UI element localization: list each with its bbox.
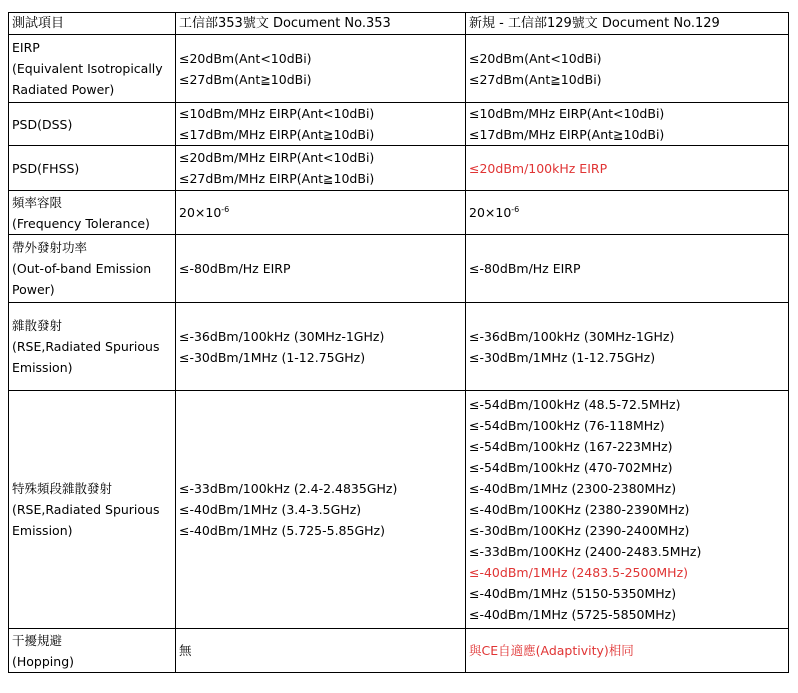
table-row-eirp — [9, 35, 789, 103]
item-line: (RSE,Radiated Spurious — [12, 502, 160, 517]
row-item — [9, 146, 176, 191]
value-line: ≤27dBm(Ant≧10dBi) — [179, 71, 312, 87]
table-row-spurious-emission — [9, 303, 789, 391]
value-line: 無 — [179, 643, 192, 658]
comparison-table-wrapper — [8, 12, 789, 673]
value-base: 20×10 — [179, 205, 222, 220]
row-item — [9, 391, 176, 629]
row-new-value — [466, 391, 789, 629]
row-item — [9, 303, 176, 391]
row-new-value — [466, 629, 789, 673]
item-line: (Equivalent Isotropically — [12, 61, 163, 76]
header-new-document: 新規 - 工信部129號文 Document No.129 — [466, 13, 789, 35]
header-item: 測試項目 — [9, 13, 176, 35]
value-line: ≤-36dBm/100kHz (30MHz-1GHz) — [179, 328, 385, 344]
row-old-value — [176, 35, 466, 103]
item-line: (RSE,Radiated Spurious — [12, 339, 160, 354]
value-line: ≤-54dBm/100kHz (48.5-72.5MHz) — [469, 397, 681, 412]
item-line: 干擾規避 — [12, 632, 63, 648]
row-old-value — [176, 103, 466, 146]
value-base: 20×10 — [469, 205, 512, 220]
value-line: ≤-36dBm/100kHz (30MHz-1GHz) — [469, 328, 675, 344]
value-line: ≤27dBm(Ant≧10dBi) — [469, 71, 602, 87]
value-line: ≤-33dBm/100KHz (2400-2483.5MHz) — [469, 544, 702, 559]
value-line: ≤-30dBm/100KHz (2390-2400MHz) — [469, 523, 690, 538]
item-line: EIRP — [12, 40, 40, 55]
row-old-value — [176, 303, 466, 391]
row-item — [9, 35, 176, 103]
value-line: ≤-80dBm/Hz EIRP — [179, 261, 291, 276]
value-line: ≤-54dBm/100kHz (76-118MHz) — [469, 418, 665, 433]
value-line: ≤-33dBm/100kHz (2.4-2.4835GHz) — [179, 481, 398, 496]
value-line: ≤10dBm/MHz EIRP(Ant<10dBi) — [469, 106, 665, 121]
value-line: ≤-80dBm/Hz EIRP — [469, 261, 581, 276]
value-line: ≤-30dBm/1MHz (1-12.75GHz) — [469, 349, 656, 365]
table-row-out-of-band — [9, 235, 789, 303]
value-line-highlight: ≤-40dBm/1MHz (2483.5-2500MHz) — [469, 565, 689, 580]
value-line: ≤-40dBm/1MHz (3.4-3.5GHz) — [179, 502, 362, 517]
value-line-highlight: 與CE自適應(Adaptivity)相同 — [469, 643, 634, 658]
item-line: (Out-of-band Emission — [12, 261, 152, 276]
item-line: Radiated Power) — [12, 82, 115, 97]
item-line: 頻率容限 — [12, 194, 63, 210]
item-line: PSD(FHSS) — [12, 160, 80, 176]
value-line: ≤-54dBm/100kHz (167-223MHz) — [469, 439, 673, 454]
row-new-value — [466, 303, 789, 391]
header-old-document: 工信部353號文 Document No.353 — [176, 13, 466, 35]
item-line: (Hopping) — [12, 653, 74, 669]
value-line: ≤-40dBm/1MHz (5.725-5.85GHz) — [179, 523, 385, 538]
row-old-value — [176, 629, 466, 673]
value-line: ≤-40dBm/1MHz (5725-5850MHz) — [469, 607, 677, 622]
table-row-hopping — [9, 629, 789, 673]
item-line: Power) — [12, 282, 55, 297]
row-item — [9, 103, 176, 146]
value-exponent: -6 — [221, 204, 230, 214]
row-old-value — [176, 235, 466, 303]
table-row-special-band-spurious — [9, 391, 789, 629]
row-old-value — [176, 146, 466, 191]
row-new-value — [466, 146, 789, 191]
value-line: ≤-40dBm/1MHz (2300-2380MHz) — [469, 481, 677, 496]
value-exponent: -6 — [511, 204, 520, 214]
row-new-value — [466, 103, 789, 146]
value-line: ≤20dBm(Ant<10dBi) — [179, 50, 312, 66]
value-line: ≤20dBm(Ant<10dBi) — [469, 50, 602, 66]
value-line: ≤17dBm/MHz EIRP(Ant≧10dBi) — [179, 127, 375, 142]
item-line: Emission) — [12, 360, 73, 375]
row-old-value — [176, 391, 466, 629]
item-line: (Frequency Tolerance) — [12, 215, 150, 231]
value-line: ≤20dBm/MHz EIRP(Ant<10dBi) — [179, 150, 375, 165]
value-line-highlight: ≤20dBm/100kHz EIRP — [469, 160, 608, 176]
item-line: 帶外發射功率 — [12, 240, 88, 255]
header-row — [9, 13, 789, 35]
comparison-table — [8, 12, 789, 673]
table-row-psd-dss — [9, 103, 789, 146]
row-new-value — [466, 235, 789, 303]
row-new-value — [466, 191, 789, 235]
value-line: ≤17dBm/MHz EIRP(Ant≧10dBi) — [469, 127, 665, 142]
item-line: 雜散發射 — [12, 318, 63, 333]
table-row-frequency-tolerance — [9, 191, 789, 235]
table-row-psd-fhss — [9, 146, 789, 191]
item-line: Emission) — [12, 523, 73, 538]
value-line: ≤27dBm/MHz EIRP(Ant≧10dBi) — [179, 171, 375, 186]
value-line: ≤-40dBm/1MHz (5150-5350MHz) — [469, 586, 677, 601]
value-line: ≤10dBm/MHz EIRP(Ant<10dBi) — [179, 106, 375, 121]
row-old-value — [176, 191, 466, 235]
item-line: PSD(DSS) — [12, 116, 73, 132]
row-item — [9, 235, 176, 303]
value-line: ≤-30dBm/1MHz (1-12.75GHz) — [179, 349, 366, 365]
row-new-value — [466, 35, 789, 103]
value-line: ≤-40dBm/100KHz (2380-2390MHz) — [469, 502, 690, 517]
row-item — [9, 191, 176, 235]
row-item — [9, 629, 176, 673]
value-line: ≤-54dBm/100kHz (470-702MHz) — [469, 460, 673, 475]
item-line: 特殊頻段雜散發射 — [12, 481, 113, 496]
